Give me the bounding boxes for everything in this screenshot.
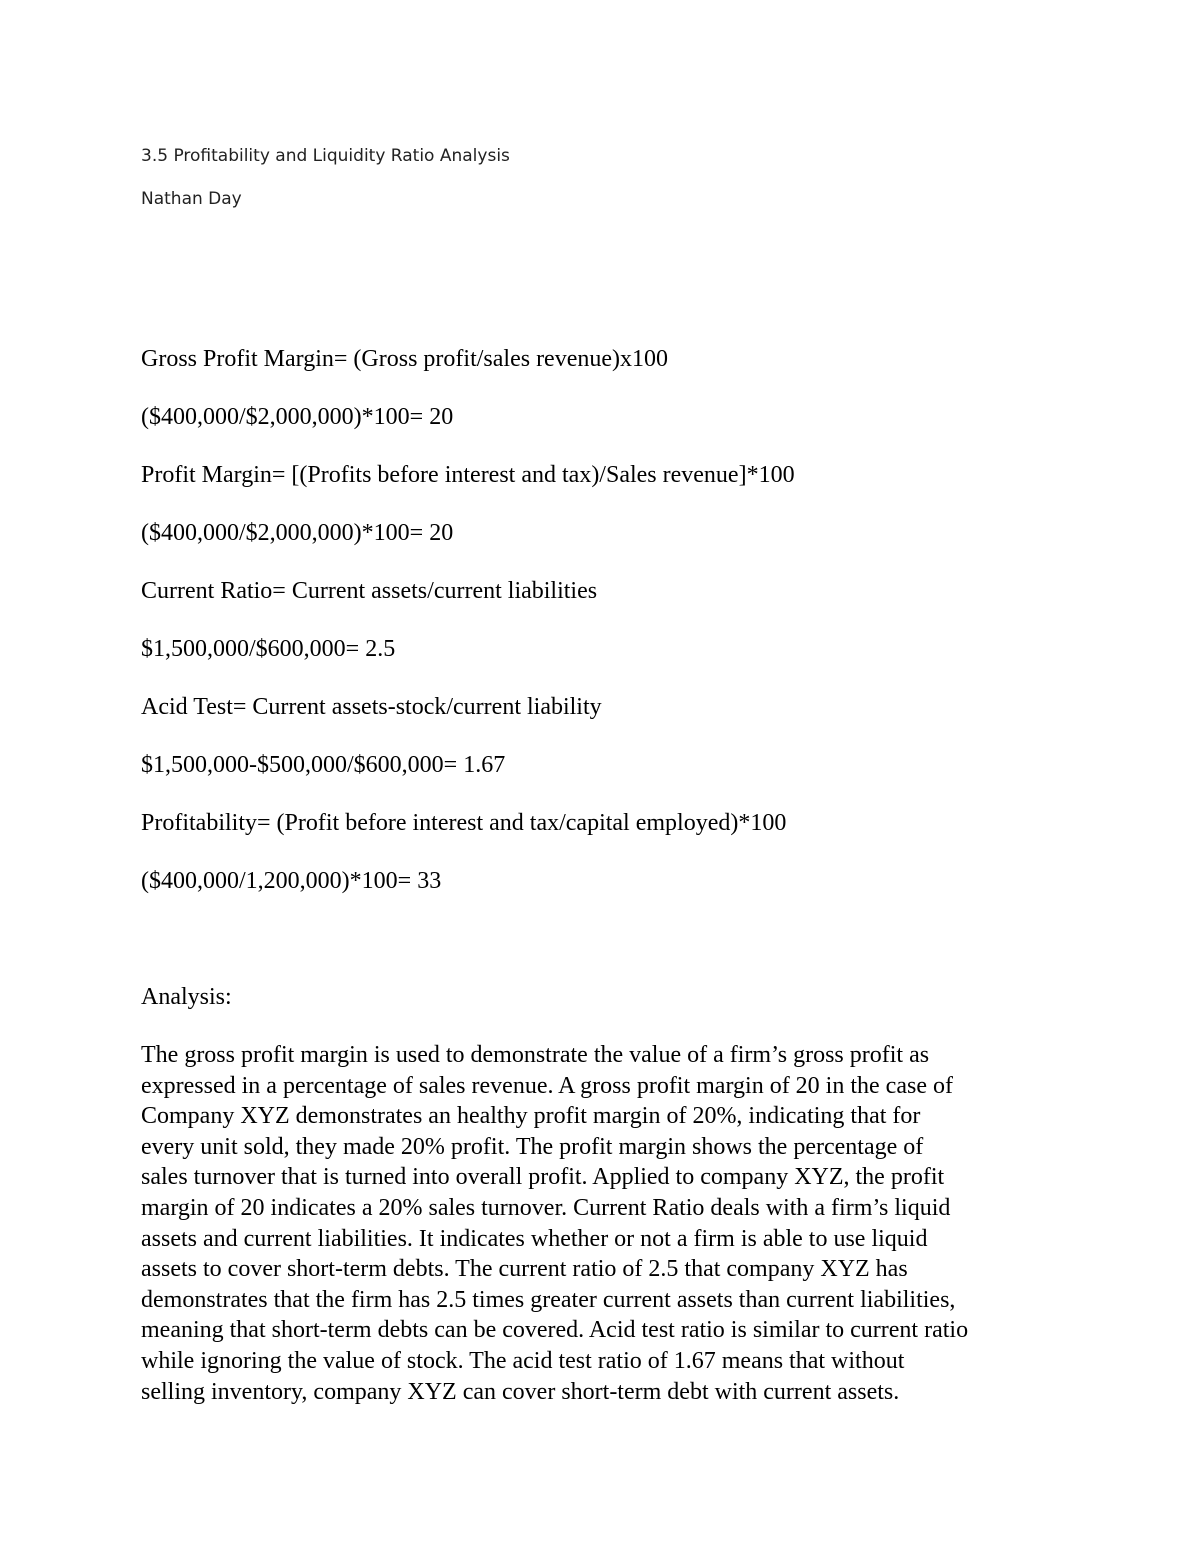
analysis-line: while ignoring the value of stock. The acid test ratio of 1.67 means that without bbox=[141, 1347, 905, 1374]
document-author: Nathan Day bbox=[141, 189, 242, 209]
current-ratio-formula: Current Ratio= Current assets/current liabilities bbox=[141, 578, 598, 604]
gross-profit-margin-calculation: ($400,000/$2,000,000)*100= 20 bbox=[141, 404, 454, 430]
analysis-line: sales turnover that is turned into overall profit. Applied to company XYZ, the profit bbox=[141, 1164, 945, 1191]
analysis-line: selling inventory, company XYZ can cover short-term debt with current assets. bbox=[141, 1378, 900, 1405]
gross-profit-margin-formula: Gross Profit Margin= (Gross profit/sales revenue)x100 bbox=[141, 346, 669, 372]
analysis-line: demonstrates that the firm has 2.5 times greater current assets than current liabilities, bbox=[141, 1286, 956, 1313]
acid-test-calculation: $1,500,000-$500,000/$600,000= 1.67 bbox=[141, 752, 506, 778]
profit-margin-calculation: ($400,000/$2,000,000)*100= 20 bbox=[141, 520, 454, 546]
analysis-line: assets and current liabilities. It indicates whether or not a firm is able to use liquid bbox=[141, 1225, 928, 1252]
analysis-line: margin of 20 indicates a 20% sales turnover. Current Ratio deals with a firm’s liquid bbox=[141, 1194, 951, 1221]
profitability-formula: Profitability= (Profit before interest and tax/capital employed)*100 bbox=[141, 810, 787, 836]
analysis-line: expressed in a percentage of sales revenue. A gross profit margin of 20 in the case of bbox=[141, 1072, 953, 1099]
analysis-line: meaning that short-term debts can be covered. Acid test ratio is similar to current ratio bbox=[141, 1317, 969, 1344]
profit-margin-formula: Profit Margin= [(Profits before interest and tax)/Sales revenue]*100 bbox=[141, 462, 795, 488]
analysis-paragraph bbox=[141, 1040, 1061, 1407]
analysis-line: The gross profit margin is used to demonstrate the value of a firm’s gross profit as bbox=[141, 1042, 930, 1068]
analysis-line: Company XYZ demonstrates an healthy profit margin of 20%, indicating that for bbox=[141, 1103, 921, 1130]
document-title: 3.5 Profitability and Liquidity Ratio Analysis bbox=[141, 146, 510, 166]
profitability-calculation: ($400,000/1,200,000)*100= 33 bbox=[141, 868, 442, 894]
acid-test-formula: Acid Test= Current assets-stock/current liability bbox=[141, 694, 602, 720]
analysis-line: assets to cover short-term debts. The current ratio of 2.5 that company XYZ has bbox=[141, 1256, 908, 1283]
current-ratio-calculation: $1,500,000/$600,000= 2.5 bbox=[141, 636, 396, 662]
analysis-line: every unit sold, they made 20% profit. The profit margin shows the percentage of bbox=[141, 1133, 924, 1160]
analysis-heading: Analysis: bbox=[141, 984, 232, 1010]
